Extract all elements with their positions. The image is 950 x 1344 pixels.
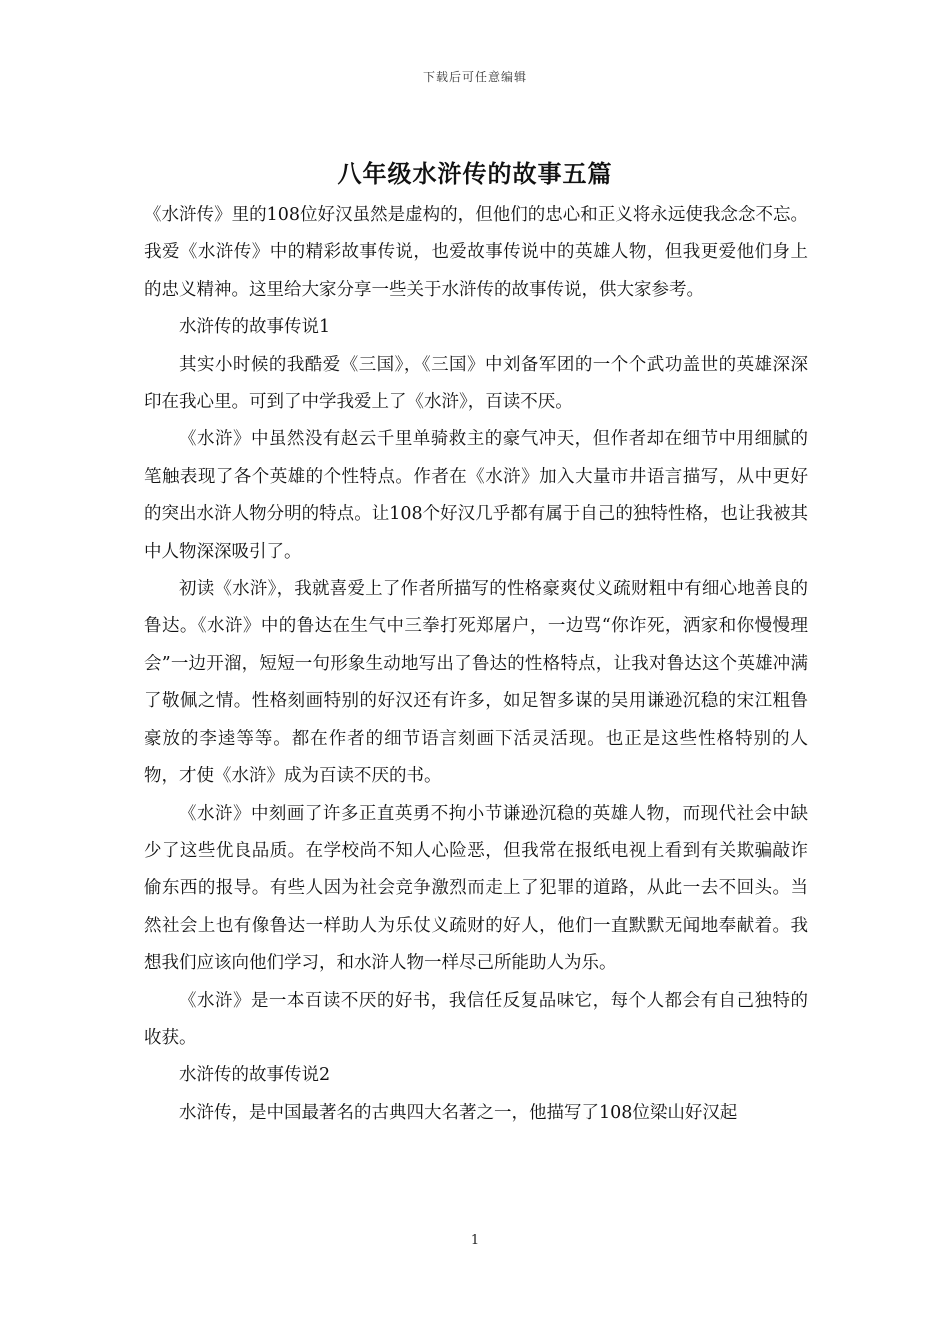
intro-paragraph: 《水浒传》里的108位好汉虽然是虚构的，但他们的忠心和正义将永远使我念念不忘。我爱《水浒传》中的精彩故事传说，也爱故事传说中的英雄人物，但我更爱他们身上的忠义精神。这里给大家分享一些关于水浒传的故事传说，供大家参考。 — [144, 205, 808, 300]
section-heading-2: 水浒传的故事传说2 — [179, 1065, 331, 1086]
body-paragraph: 《水浒》中虽然没有赵云千里单骑救主的豪气冲天，但作者却在细节中用细腻的笔触表现了各个英雄的个性特点。作者在《水浒》加入大量市井语言描写，从中更好的突出水浒人物分明的特点。让108个好汉几乎都有属于自己的独特性格，也让我被其中人物深深吸引了。 — [144, 429, 808, 562]
header-note: 下载后可任意编辑 — [422, 70, 527, 84]
document-title: 八年级水浒传的故事五篇 — [337, 159, 613, 188]
document-body — [144, 197, 808, 1132]
body-paragraph: 其实小时候的我酷爱《三国》，《三国》中刘备军团的一个个武功盖世的英雄深深印在我心里。可到了中学我爱上了《水浒》，百读不厌。 — [144, 354, 808, 413]
body-paragraph: 水浒传，是中国最著名的古典四大名著之一，他描写了108位梁山好汉起 — [179, 1102, 738, 1123]
body-paragraph: 初读《水浒》，我就喜爱上了作者所描写的性格豪爽仗义疏财粗中有细心地善良的鲁达。《水浒》中的鲁达在生气中三拳打死郑屠户，一边骂“你诈死，洒家和你慢慢理会”一边开溜，短短一句形象生动地写出了鲁达的性格特点，让我对鲁达这个英雄冲满了敬佩之情。性格刻画特别的好汉还有许多，如足智多谋的吴用谦逊沉稳的宋江粗鲁豪放的李逵等等。都在作者的细节语言刻画下活灵活现。也正是这些性格特别的人物，才使《水浒》成为百读不厌的书。 — [144, 579, 808, 787]
body-paragraph: 《水浒》是一本百读不厌的好书，我信任反复品味它，每个人都会有自己独特的收获。 — [144, 990, 808, 1048]
body-paragraph: 《水浒》中刻画了许多正直英勇不拘小节谦逊沉稳的英雄人物，而现代社会中缺少了这些优良品质。在学校尚不知人心险恶，但我常在报纸电视上看到有关欺骗敲诈偷东西的报导。有些人因为社会竞争激烈而走上了犯罪的道路，从此一去不回头。当然社会上也有像鲁达一样助人为乐仗义疏财的好人，他们一直默默无闻地奉献着。我想我们应该向他们学习，和水浒人物一样尽己所能助人为乐。 — [144, 803, 808, 974]
section-heading-1: 水浒传的故事传说1 — [179, 317, 331, 338]
page-number: 1 — [470, 1233, 480, 1248]
